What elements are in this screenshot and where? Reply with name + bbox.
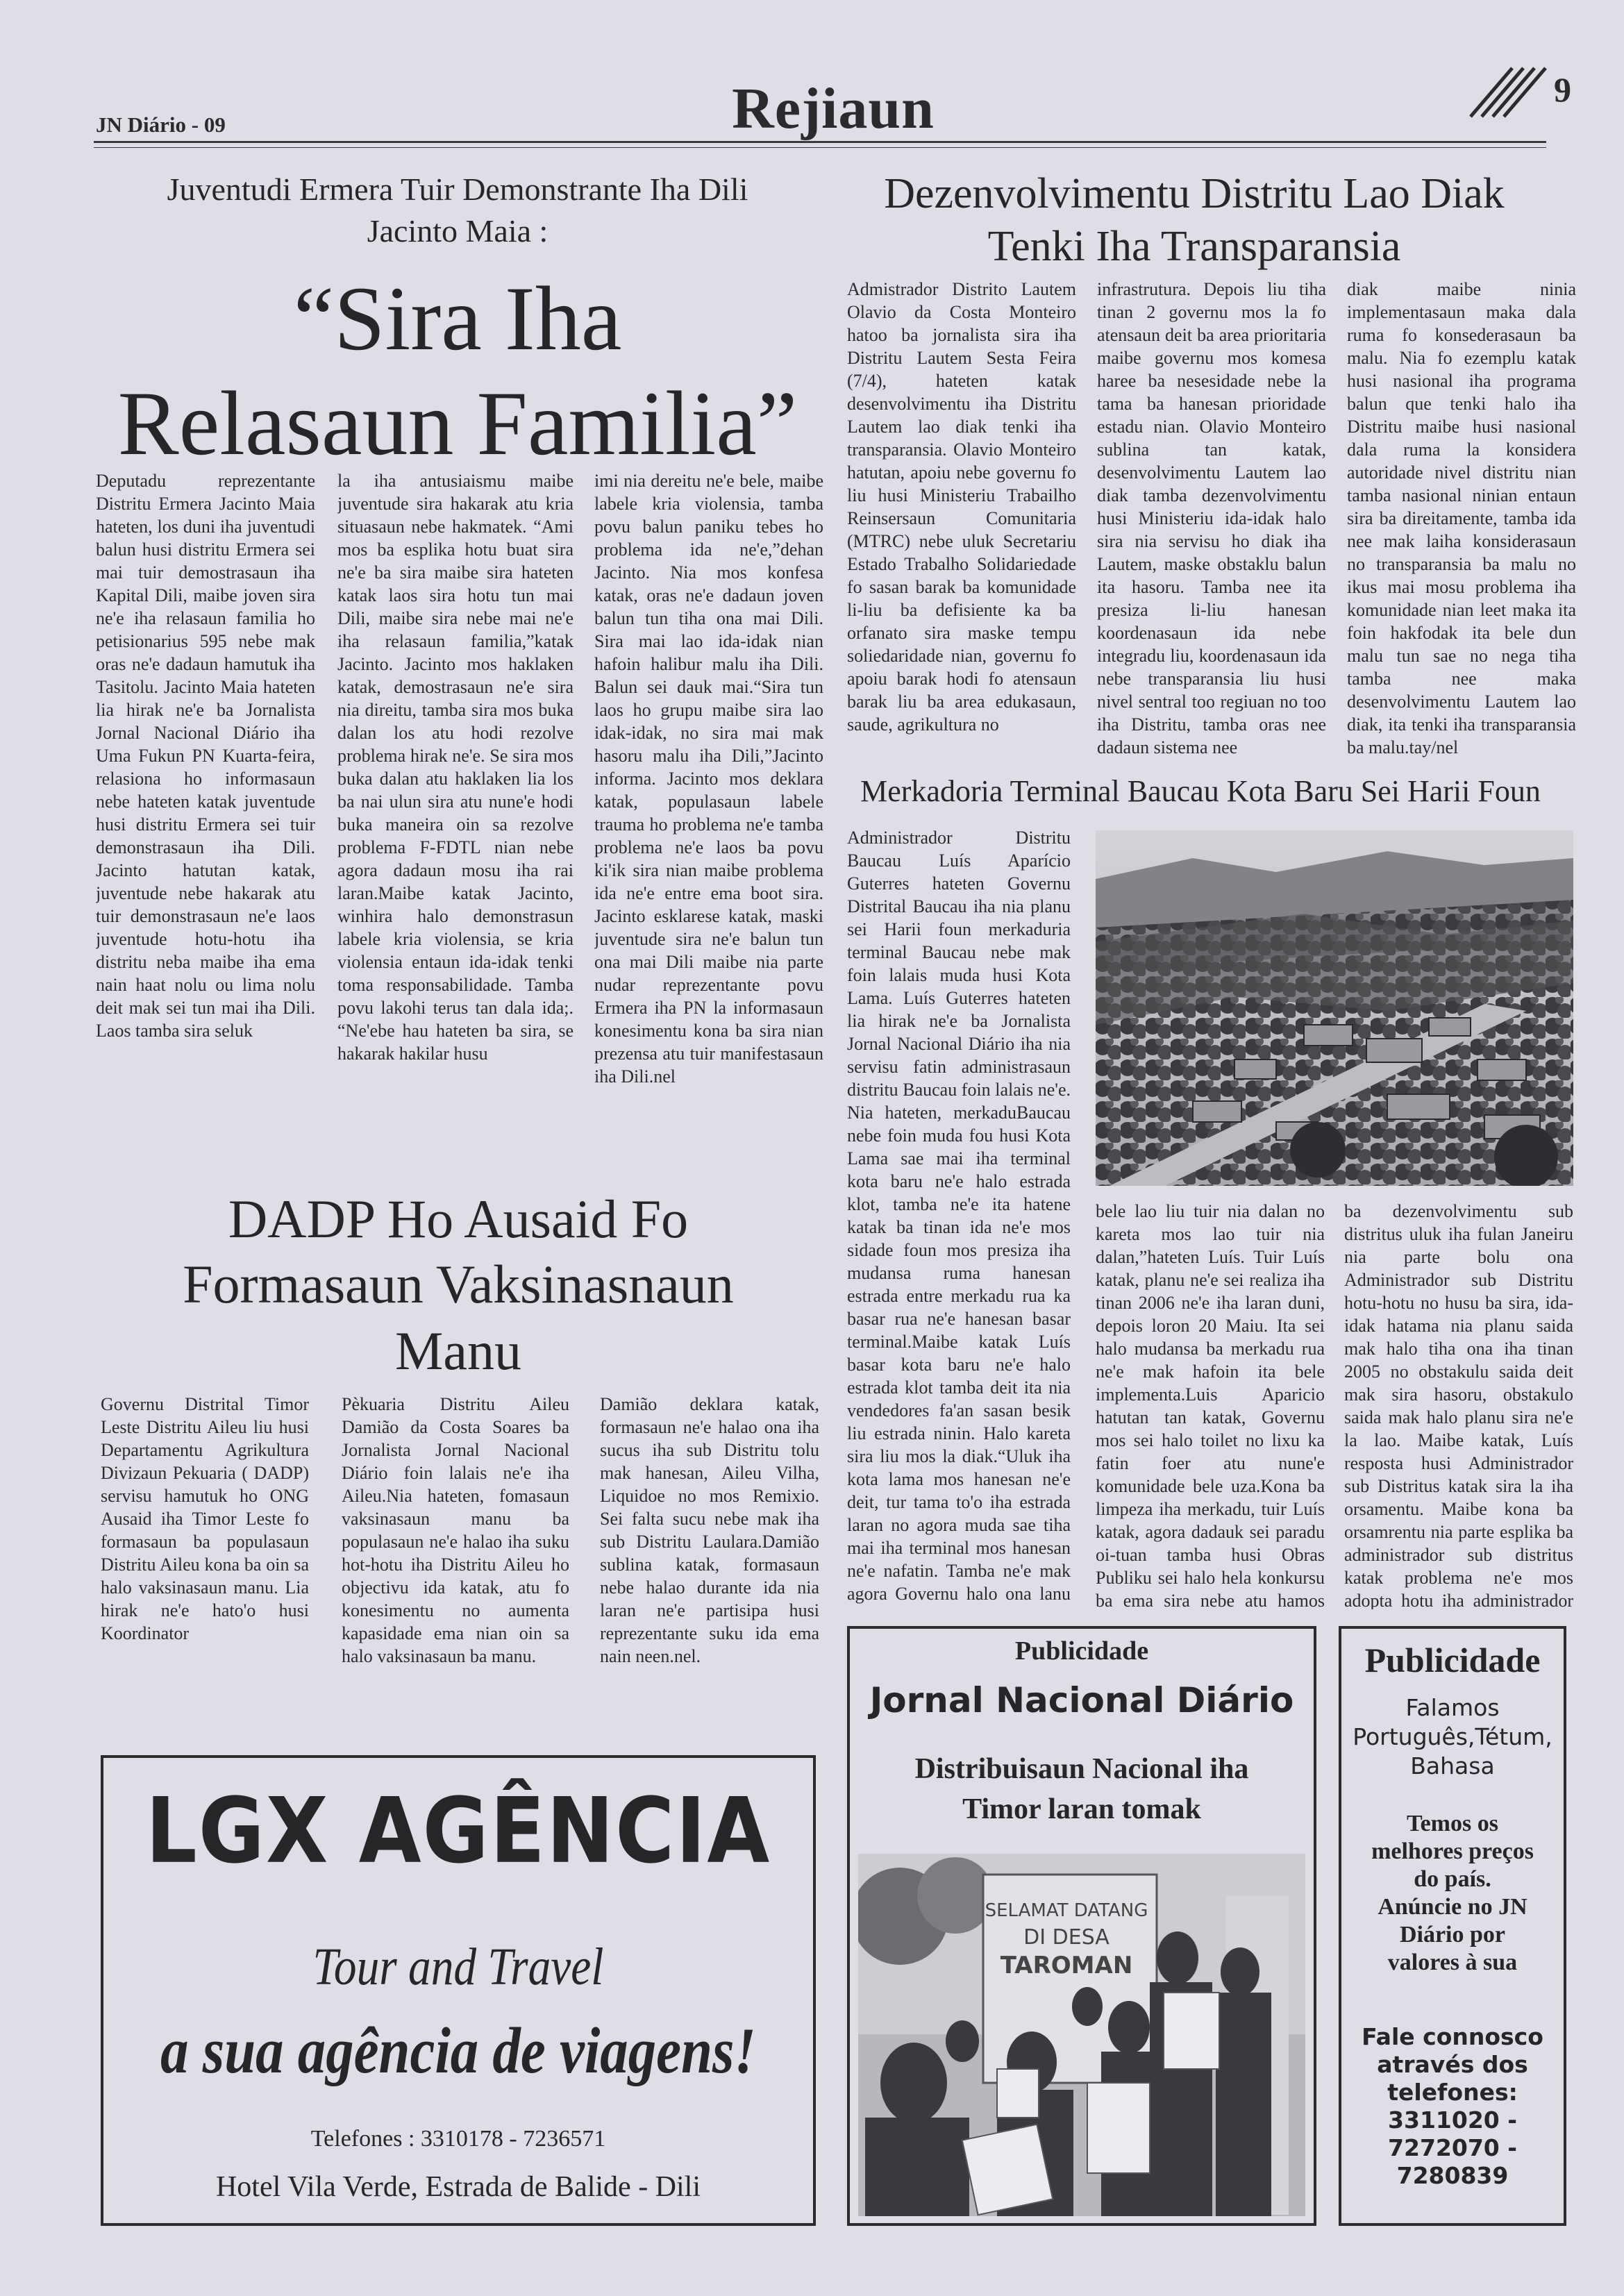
pub-line-10: Fale connosco (1362, 2023, 1543, 2050)
pub-line-2: Português,Tétum, (1353, 1723, 1552, 1750)
sign-line-1: SELAMAT DATANG (985, 1900, 1148, 1921)
a1-title-line1: “Sira Iha (293, 267, 622, 369)
a1-kicker: Juventudi Ermera Tuir Demonstrante Iha Dili (167, 171, 748, 207)
baucau-aerial-photo (1096, 830, 1573, 1186)
pub-line-8: Diário por (1399, 1922, 1506, 1947)
pub-line-11: através dos (1377, 2051, 1528, 2078)
a3-column-3: ba dezenvolvimentu sub distritus uluk iha fulan Janeiru nia parte bolu ona Administrador sub Distritu hotu-hotu no husu ba sira, ida-idak hatama nia planu saida mak halo tiha ona iha tinan 2005 no obstakulu saida deit mak sira hasoru, obstakulo saida mak halo planu sira ne'e la lao. Maibe katak, Luís resposta husi Administrador sub Distritus katak sira la iha orsamentu. Maibe kona ba orsamrentu nia parte esplika ba administrador sub distritus katak problema ne'e mos adopta hotu iha administrador (1344, 1201, 1573, 1609)
a1-speaker: Jacinto Maia : (367, 213, 549, 249)
lgx-phones: Telefones : 3310178 - 7236571 (310, 2126, 606, 2152)
a2-column-1: Admistrador Distrito Lautem Olavio da Costa Monteiro hatoo ba jornalista sira iha Distritu Lautem Sesta Feira (7/4), hateten katak desenvolvimentu iha Distritu Lautem lao diak tenki iha transparansia. Olavio Monteiro hatutan, apoiu nebe governu fo liu husi Ministeriu Trabailho Reinsersaun Comunitaria (MTRC) nebe uluk Secretariu Estado Trabalho Solidariedade fo sasan barak ba komunidade li-liu ba defisiente ka ba orfanato sira maske tempu soliedaridade nian, governu fo apoiu barak hodi fo atensaun barak liu ba area edukasaun, saude, agrikultura no (847, 279, 1076, 735)
a4-title-line3: Manu (395, 1321, 521, 1381)
a3-column-2: bele lao liu tuir nia dalan no kareta mos lao tuir nia dalan,”hateten Luís. Tuir Luís katak, planu ne'e sei realiza iha tinan 2006 ne'e iha laran duni, depois loron 20 Maiu. Ita sei halo mudansa ba merkadu rua ne'e mak hafoin ita bele implementa.Luis Aparicio hatutan tan katak, Governu mos sei halo toilet no lixu ka fatin foer atu nune'e komunidade bele uza.Kona ba limpeza iha merkadu, tuir Luís katak, agora dadauk sei paradu oi-tuan tamba husi Obras Publiku sei halo hela konkursu ba ema sira nebe atu hamos (1096, 1201, 1325, 1609)
a2-column-3: diak maibe ninia implementasaun maka dala ruma fo konsederasaun ba malu. Nia fo ezemplu katak husi nasional iha programa balun que tenki halo iha Distritu maibe husi nasional dala ruma la konsidera autoridade nivel distritu nian tamba nasional ninian entaun sira ba direitamente, tamba ida nee mak laiha konsiderasaun no transparansia ba malu no ikus mai mosu problema iha komunidade nian leet maka ita foin hakfodak ita bele dun malu tun sae no nega tiha tamba nee maka desenvolvimentu Lautem lao diak, ita tenki iha transparansia ba malu.tay/nel (1347, 279, 1576, 757)
lgx-address: Hotel Vila Verde, Estrada de Balide - Dili (215, 2171, 701, 2203)
a1-column-1: Deputadu reprezentante Distritu Ermera Jacinto Maia hateten, los duni iha juventudi balun husi distritu Ermera sei mai tuir demostrasaun iha Kapital Dili, maibe joven sira ne'e iha relasaun familia ho petisionarius 595 nebe mak oras ne'e dadaun hamutuk iha Tasitolu. Jacinto Maia hateten lia hirak ne'e ba Jornalista Jornal Nacional Diário iha Uma Fukun PN Kuarta-feira, relasiona ho informasaun nebe hateten katak juventude husi distritu Ermera sei tuir demonstrasaun iha Dili. Jacinto hatutan katak, juventude nebe hakarak atu tuir demonstrasaun ne'e laos juventude hotu-hotu iha distritu neba maibe iha ema nain haat nolu ou lima nolu deit mak sei tun mai iha Dili. Laos tamba sira seluk (96, 471, 315, 1041)
pub-line-3: Bahasa (1410, 1752, 1495, 1779)
pub-line-14: 7272070 - (1388, 2134, 1517, 2161)
a2-title-line2: Tenki Iha Transparansia (987, 223, 1401, 270)
a1-column-3: imi nia dereitu ne'e bele, maibe labele kria violensia, tamba povu balun paniku tebes ho problema ida ne'e,”dehan Jacinto. Nia mos konfesa katak, oras ne'e dadaun joven balun tun tiha ona mai Dili. Sira mai lao ida-idak nian hafoin halibur malu iha Dili. Balun sei dauk mai.“Sira tun laos ho grupu maibe sira lao idak-idak, no sira mai mak hasoru malu iha Dili,”Jacinto informa. Jacinto mos deklara katak, populasaun labele trauma ho problema ne'e tamba problema ne'e laos ba povu ki'ik sira nian maibe problema ida ne'e entre ema boot sira. Jacinto esklarese katak, maski juventude sira ne'e balun tun ona mai Dili maibe nia parte nudar reprezentante povu Ermera iha PN la informasaun konesimentu kona ba sira nian prezensa atu tuir manifestasaun iha Dili.nel (594, 471, 823, 1087)
jnd-ad-line1: Distribuisaun Nacional iha (914, 1753, 1249, 1785)
a4-column-3: Damião deklara katak, formasaun ne'e halao ona iha sucus iha sub Distritu tolu mak hanesan, Aileu Vilha, Liquidoe no mos Remixio. Sei falta sucu nebe mak iha sub Distritu Laulara.Damião sublina katak, formasaun nebe halao durante ida nia laran ne'e partisipa husi reprezentante suku ida ema nain neen.nel. (600, 1394, 819, 1666)
pub-line-4: Temos os (1407, 1811, 1498, 1836)
section-title: Rejiaun (732, 76, 935, 141)
pub-line-6: do país. (1414, 1866, 1491, 1892)
header-rule (94, 141, 1546, 143)
jnd-ad-line2: Timor laran tomak (962, 1793, 1201, 1825)
pub-line-9: valores à sua (1387, 1950, 1518, 1975)
sign-line-2: DI DESA (1023, 1925, 1110, 1950)
jnd-ad-label: Publicidade (1014, 1636, 1149, 1666)
pub-line-12: telefones: (1387, 2079, 1518, 2106)
header-left: JN Diário - 09 (96, 112, 226, 137)
pub-line-13: 3311020 - (1388, 2106, 1517, 2134)
hatch-icon (1464, 61, 1547, 124)
pub-line-7: Anúncie no JN (1378, 1894, 1527, 1920)
a4-column-2: Pèkuaria Distritu Aileu Damião da Costa Soares ba Jornalista Jornal Nacional Diário foin lalais ne'e iha Aileu.Nia hateten, fomasaun vaksinasaun manu ba populasaun ne'e halao iha suku hot-hotu iha Distritu Aileu ho objectivu ida katak, atu fo konesimentu no aumenta kapasidade ema nian oin sa halo vaksinasaun ba manu. (342, 1394, 569, 1666)
jnd-ad-name: Jornal Nacional Diário (869, 1680, 1294, 1720)
pub-line-15: 7280839 (1396, 2162, 1509, 2189)
lgx-slogan: a sua agência de viagens! (160, 2015, 756, 2087)
lgx-subtitle: Tour and Travel (312, 1938, 604, 1996)
pub-line-1: Falamos (1405, 1694, 1500, 1721)
pub-line-5: melhores preços (1371, 1838, 1534, 1864)
pub-label: Publicidade (1364, 1641, 1541, 1679)
a3-column-1: Administrador Distritu Baucau Luís Aparício Guterres hateten Governu Distrital Baucau iha nia planu sei Harii foun merkaduria terminal Baucau nebe mak foin lalais muda husi Kota Lama. Luís Guterres hateten lia hirak ne'e ba Jornalista Jornal Nacional Diário iha nia servisu fatin administrasaun distritu Baucau foin lalais ne'e. Nia hateten, merkaduBaucau nebe foin muda fou husi Kota Lama sae mai iha terminal kota baru ne'e halo estrada klot, tamba ne'e ita hatene katak ba tinan ida ne'e mos sidade foun mos presiza iha mudansa ruma hanesan estrada entre merkadu rua ka basar rua ne'e hanesan basar terminal.Maibe katak Luís basar kota baru ne'e halo estrada klot tamba deit ita nia vendedores fa'an sasan besik liu estrada ninin. Halo kareta sira liu mos la diak.“Uluk iha kota lama mos hanesan ne'e deit, tur tama to'o iha estrada laran no agora muda sae tiha mai iha terminal mos hanesan ne'e nafatin. Tamba ne'e mak agora Governu halo ona lanu (847, 828, 1071, 1604)
a1-title-line2: Relasaun Familia” (117, 372, 798, 474)
a2-title-line1: Dezenvolvimentu Distritu Lao Diak (884, 170, 1505, 217)
sign-line-3: TAROMAN (1000, 1952, 1133, 1979)
a3-title: Merkadoria Terminal Baucau Kota Baru Sei Harii Foun (860, 774, 1541, 808)
a4-title-line1: DADP Ho Ausaid Fo (228, 1189, 689, 1249)
lgx-name: LGX AGÊNCIA (145, 1778, 771, 1884)
a2-column-2: infrastrutura. Depois liu tiha tinan 2 governu mos la fo atensaun deit ba area prioritaria maibe governu mos komesa haree ba nesesidade nebe la tama ba hanesan prioridade estadu nian. Olavio Monteiro sublina tan katak, desenvolvimentu Lautem lao diak tamba dezenvolvimentu husi Ministeriu ida-idak halo sira nia servisu ho diak iha Lautem, maske obstaklu balun ita hasoru. Tamba nee ita presiza li-liu hanesan koordenasaun ida nebe integradu liu, koordenasaun ida nebe transparansia liu husi nivel sentral too regiuan no too iha Distritu, tamba oras nee dadaun sistema nee (1097, 279, 1326, 757)
header-rule-thin (94, 147, 1546, 148)
a4-title-line2: Formasaun Vaksinasnaun (183, 1254, 734, 1314)
a4-column-1: Governu Distrital Timor Leste Distritu Aileu liu husi Departamentu Agrikultura Divizaun Pekuaria ( DADP) servisu hamutuk ho ONG Ausaid iha Timor Leste fo formasaun ba populasaun Distritu Aileu kona ba oin sa halo vaksinasaun manu. Lia hirak ne'e hato'o husi Koordinator (101, 1394, 309, 1643)
page-number: 9 (1554, 70, 1571, 109)
a1-column-2: la iha antusiaismu maibe juventude sira hakarak atu kria situasaun nebe hakmatek. “Ami mos ba esplika hotu buat sira ne'e ba sira maibe sira hateten katak laos sira hotu tun mai Dili, maibe sira nebe mai ne'e iha relasaun familia,”katak Jacinto. Jacinto mos haklaken katak, demostrasaun ne'e sira nia direitu, tamba sira mos buka dalan los atu hodi rezolve problema hirak ne'e. Se sira mos buka dalan atu haklaken lia los ba nai ulun sira atu nune'e hodi buka maneira oin sa rezolve problema F-FDTL nian nebe agora dadaun mosu iha rai laran.Maibe katak Jacinto, winhira halo demonstrasun labele kria violensia, se kria violensia entaun ida-idak tenki toma responsabilidade. Tamba povu lakohi terus tan dala ida;. “Ne'ebe hau hateten ba sira, se hakarak hakilar husu (337, 471, 574, 1064)
village-readers-photo (858, 1854, 1305, 2216)
